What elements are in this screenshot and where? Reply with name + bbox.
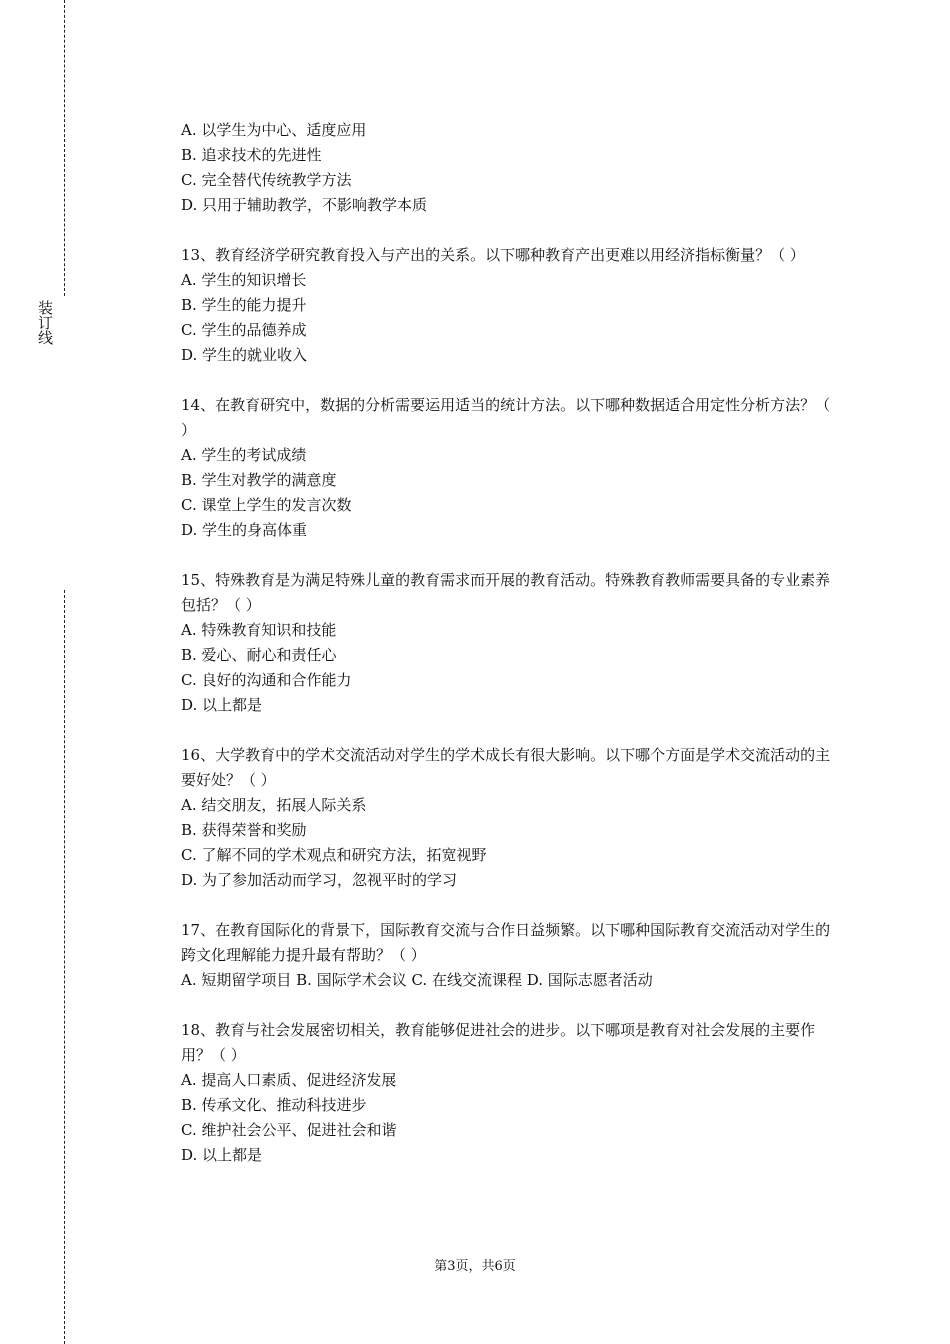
option-b: B. 学生对教学的满意度 — [181, 471, 337, 489]
option-a: A. 以学生为中心、适度应用 — [181, 121, 367, 139]
question-17 — [181, 918, 841, 993]
binding-label: 装订线 — [36, 300, 54, 345]
option-d: D. 学生的身高体重 — [181, 521, 308, 539]
option-d: D. 为了参加活动而学习，忽视平时的学习 — [181, 871, 458, 889]
option-d: D. 学生的就业收入 — [181, 346, 308, 364]
option-b: B. 爱心、耐心和责任心 — [181, 646, 337, 664]
question-16 — [181, 743, 841, 893]
option-d: D. 以上都是 — [181, 1146, 263, 1164]
option-b: B. 追求技术的先进性 — [181, 146, 322, 164]
option-c: C. 学生的品德养成 — [181, 321, 307, 339]
option-b: B. 学生的能力提升 — [181, 296, 307, 314]
option-a: A. 学生的考试成绩 — [181, 446, 307, 464]
option-b: B. 获得荣誉和奖励 — [181, 821, 307, 839]
inline-options: A. 短期留学项目 B. 国际学术会议 C. 在线交流课程 D. 国际志愿者活动 — [181, 971, 653, 989]
question-stem: 13、教育经济学研究教育投入与产出的关系。以下哪种教育产出更难以用经济指标衡量？（ ） — [181, 246, 805, 264]
option-c: C. 完全替代传统教学方法 — [181, 171, 352, 189]
option-a: A. 提高人口素质、促进经济发展 — [181, 1071, 397, 1089]
question-12-options — [181, 118, 841, 218]
option-a: A. 学生的知识增长 — [181, 271, 307, 289]
binding-line-top — [64, 0, 65, 296]
page-number: 第3页，共6页 — [434, 1259, 516, 1274]
question-14 — [181, 393, 841, 543]
option-c: C. 维护社会公平、促进社会和谐 — [181, 1121, 397, 1139]
question-stem: 17、在教育国际化的背景下，国际教育交流与合作日益频繁。以下哪种国际教育交流活动对学生的跨文化理解能力提升最有帮助？（ ） — [181, 921, 831, 964]
question-stem: 16、大学教育中的学术交流活动对学生的学术成长有很大影响。以下哪个方面是学术交流活动的主要好处？（ ） — [181, 746, 831, 789]
option-a: A. 特殊教育知识和技能 — [181, 621, 337, 639]
question-13 — [181, 243, 841, 368]
option-c: C. 课堂上学生的发言次数 — [181, 496, 352, 514]
question-15 — [181, 568, 841, 718]
binding-line-bottom — [64, 590, 65, 1344]
question-stem: 15、特殊教育是为满足特殊儿童的教育需求而开展的教育活动。特殊教育教师需要具备的专业素养包括？（ ） — [181, 571, 831, 614]
option-d: D. 只用于辅助教学，不影响教学本质 — [181, 196, 428, 214]
option-b: B. 传承文化、推动科技进步 — [181, 1096, 367, 1114]
option-a: A. 结交朋友，拓展人际关系 — [181, 796, 367, 814]
option-c: C. 良好的沟通和合作能力 — [181, 671, 352, 689]
question-stem: 18、教育与社会发展密切相关，教育能够促进社会的进步。以下哪项是教育对社会发展的主要作用？（ ） — [181, 1021, 816, 1064]
question-18 — [181, 1018, 841, 1168]
option-d: D. 以上都是 — [181, 696, 263, 714]
exam-content — [181, 118, 841, 1193]
question-stem: 14、在教育研究中，数据的分析需要运用适当的统计方法。以下哪种数据适合用定性分析方法？（ ） — [181, 396, 831, 439]
option-c: C. 了解不同的学术观点和研究方法，拓宽视野 — [181, 846, 487, 864]
